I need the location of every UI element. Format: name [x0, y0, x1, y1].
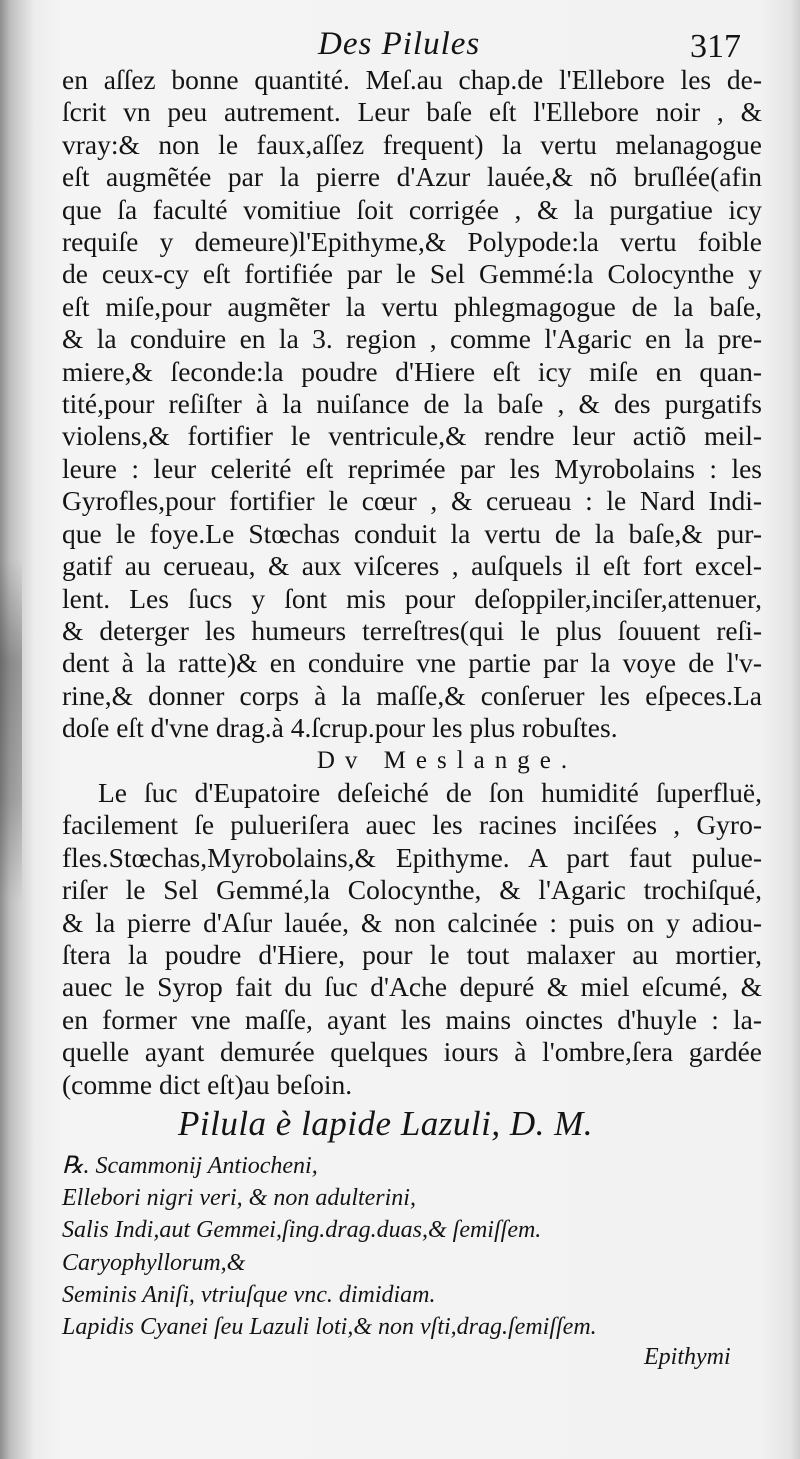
- text-line: en aſſez bonne quantité. Meſ.au chap.de l'Ellebore les de-: [62, 64, 762, 95]
- text-line: dent à la ratte)& en conduire vne partie par la voye de l'v-: [62, 647, 762, 679]
- text-line: lent. Les ſucs y ſont mis pour deſoppiler,inciſer,attenuer,: [62, 582, 762, 614]
- body-text: [62, 64, 762, 1101]
- text-line: eſt augmẽtée par la pierre d'Azur lauée,& nõ bruſlée(afin: [62, 161, 762, 193]
- text-line: de ceux-cy eſt fortifiée par le Sel Gemmé:la Colocynthe y: [62, 258, 762, 290]
- recipe-line: Salis Indi,aut Gemmei,ſing.drag.duas,& ſemiſſem.: [62, 1217, 542, 1244]
- recipe-line: Lapidis Cyanei ſeu Lazuli loti,& non vſti,drag.ſemiſſem.: [62, 1314, 597, 1341]
- section-heading: Dv Meslange.: [316, 746, 578, 774]
- text-line: Le ſuc d'Eupatoire deſeiché de ſon humidité ſuperfluë,: [98, 776, 762, 808]
- text-line: que ſa faculté vomitiue ſoit corrigée , & la purgatiue icy: [62, 193, 762, 225]
- text-line: eſt miſe,pour augmẽter la vertu phlegmagogue de la baſe,: [62, 290, 762, 322]
- recipe-line: Seminis Aniſi, vtriuſque vnc. dimidiam.: [62, 1281, 436, 1308]
- text-line: quelle ayant demurée quelques iours à l'ombre,ſera gardée: [62, 1036, 762, 1068]
- text-line: doſe eſt d'vne drag.à 4.ſcrup.pour les plus robuſtes.: [62, 712, 618, 744]
- text-line: rine,& donner corps à la maſſe,& conſeruer les eſpeces.La: [62, 679, 762, 711]
- recipe-title: Pilula è lapide Lazuli, D. M.: [178, 1104, 594, 1143]
- text-line: & deterger les humeurs terreſtres(qui le plus ſouuent reſi-: [62, 614, 762, 646]
- text-line: ſtera la poudre d'Hiere, pour le tout malaxer au mortier,: [62, 938, 762, 970]
- text-line: violens,& fortifier le ventricule,& rendre leur actiõ meil-: [62, 420, 762, 452]
- text-line: (comme dict eſt)au beſoin.: [62, 1068, 353, 1100]
- recipe-line: Ellebori nigri veri, & non adulterini,: [62, 1185, 416, 1212]
- paragraph-1: [62, 64, 762, 745]
- text-line: Gyrofles,pour fortifier le cœur , & cerueau : le Nard Indi-: [62, 485, 762, 517]
- page-number: 317: [690, 28, 741, 65]
- text-line: requiſe y demeure)l'Epithyme,& Polypode:la vertu foible: [62, 226, 762, 258]
- text-line: miere,& ſeconde:la poudre d'Hiere eſt icy miſe en quan-: [62, 355, 762, 387]
- text-line: gatif au cerueau, & aux viſceres , auſquels il eſt fort excel-: [62, 550, 762, 582]
- text-line: vray:& non le faux,aſſez frequent) la vertu melanagogue: [62, 128, 762, 160]
- text-line: que le foye.Le Stœchas conduit la vertu de la baſe,& pur-: [62, 517, 762, 549]
- paragraph-2: [62, 777, 762, 1101]
- text-line: ſcrit vn peu autrement. Leur baſe eſt l'Ellebore noir , &: [62, 96, 762, 128]
- text-line: tité,pour reſiſter à la nuiſance de la baſe , & des purgatifs: [62, 388, 762, 420]
- text-line: auec le Syrop fait du ſuc d'Ache depuré & miel eſcumé, &: [62, 971, 762, 1003]
- text-line: facilement ſe pulueriſera auec les racines inciſées , Gyro-: [62, 809, 762, 841]
- recipe-list: [62, 1150, 762, 1343]
- text-line: leure : leur celerité eſt reprimée par les Myrobolains : les: [62, 452, 762, 484]
- text-line: en former vne maſſe, ayant les mains oinctes d'huyle : la-: [62, 1003, 762, 1035]
- text-line: fles.Stœchas,Myrobolains,& Epithyme. A part faut pulue-: [62, 841, 762, 873]
- text-line: riſer le Sel Gemmé,la Colocynthe, & l'Agaric trochiſqué,: [62, 874, 762, 906]
- recipe-line: Caryophyllorum,&: [62, 1249, 246, 1276]
- text-line: & la pierre d'Aſur lauée, & non calcinée : puis on y adiou-: [62, 906, 762, 938]
- catchword: Epithymi: [644, 1344, 731, 1370]
- running-title: Des Pilules: [318, 26, 481, 62]
- running-head: [0, 10, 800, 66]
- recipe-line: ℞. Scammonij Antiocheni,: [62, 1153, 318, 1179]
- page-edge-shadow: [0, 560, 22, 900]
- text-line: & la conduire en la 3. region , comme l'Agaric en la pre-: [62, 323, 762, 355]
